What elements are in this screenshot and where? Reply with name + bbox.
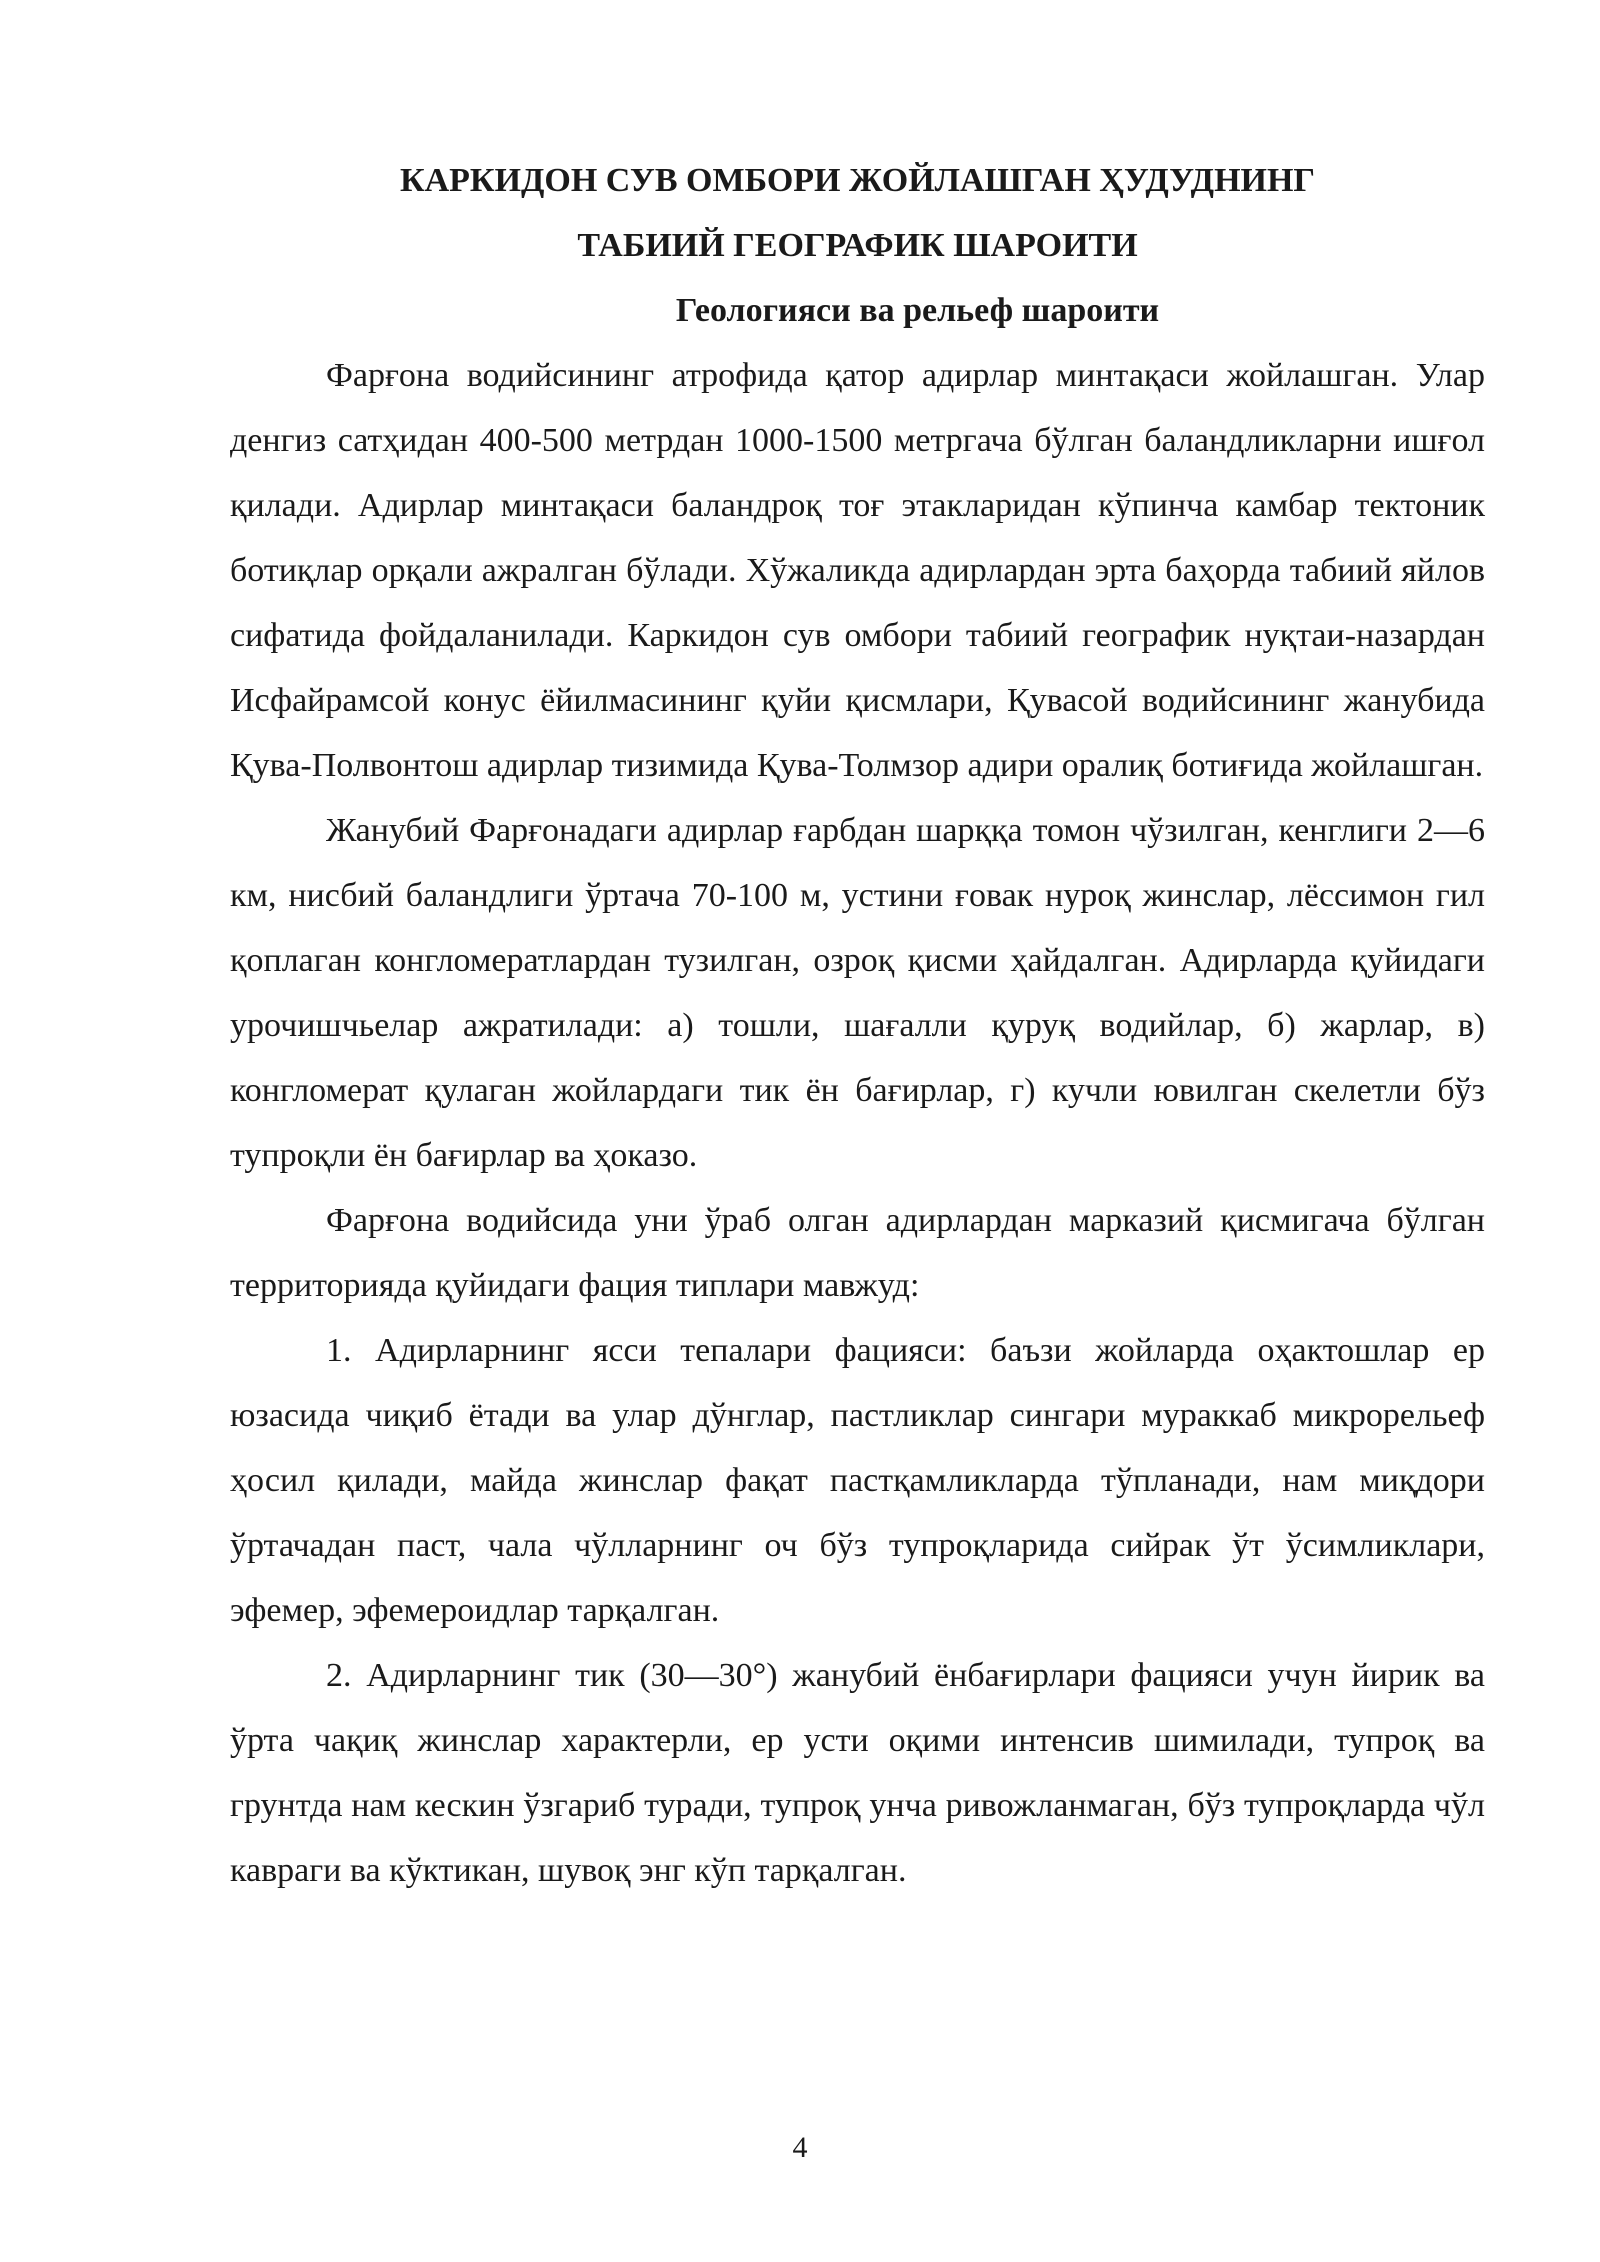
paragraph: Жанубий Фарғонадаги адирлар ғарбдан шарққа томон чўзилган, кенглиги 2—6 км, нисбий баландлиги ўртача 70-100 м, устини ғовак нуроқ жинслар, лёссимон гил қоплаган конгломератлардан тузилган, озроқ қисми ҳайдалган. Адирларда қуйидаги урочишчьелар ажратилади: а) тошли, шағалли қуруқ водийлар, б) жарлар, в) конгломерат қулаган жойлардаги тик ён бағирлар, г) кучли ювилган скелетли бўз тупроқли ён бағирлар ва ҳоказо. xyxy=(230,812,1485,1174)
page-content xyxy=(230,148,1485,1903)
page-number: 4 xyxy=(792,2131,808,2164)
paragraph: Фарғона водийсининг атрофида қатор адирлар минтақаси жойлашган. Улар денгиз сатҳидан 400-500 метрдан 1000-1500 метргача бўлган баландликларни ишғол қилади. Адирлар минтақаси баландроқ тоғ этакларидан кўпинча камбар тектоник ботиқлар орқали ажралган бўлади. Хўжаликда адирлардан эрта баҳорда табиий яйлов сифатида фойдаланилади. Каркидон сув омбори табиий географик нуқтаи-назардан Исфайрамсой конус ёйилмасининг қуйи қисмлари, Қувасой водийсининг жанубида Қува-Полвонтош адирлар тизимида Қува-Толмзор адири оралиқ ботиғида жойлашган. xyxy=(230,357,1485,784)
document-title-line-2: ТАБИИЙ ГЕОГРАФИК ШАРОИТИ xyxy=(577,227,1138,264)
section-heading: Геологияси ва рельеф шароити xyxy=(675,292,1160,329)
list-item-paragraph: 1. Адирларнинг ясси тепалари фацияси: баъзи жойларда оҳактошлар ер юзасида чиқиб ётади ва улар дўнглар, пастликлар сингари мураккаб микрорельеф ҳосил қилади, майда жинслар фақат пастқамликларда тўпланади, нам миқдори ўртачадан паст, чала чўлларнинг оч бўз тупроқларида сийрак ўт ўсимликлари, эфемер, эфемероидлар тарқалган. xyxy=(230,1332,1485,1629)
list-item-paragraph: 2. Адирларнинг тик (30—30°) жанубий ёнбағирлари фацияси учун йирик ва ўрта чақиқ жинслар характерли, ер усти оқими интенсив шимилади, тупроқ ва грунтда нам кескин ўзгариб туради, тупроқ унча ривожланмаган, бўз тупроқларда чўл кавраги ва кўктикан, шувоқ энг кўп тарқалган. xyxy=(230,1657,1485,1889)
document-title-line-1: КАРКИДОН СУВ ОМБОРИ ЖОЙЛАШГАН ҲУДУДНИНГ xyxy=(399,162,1316,199)
paragraph: Фарғона водийсида уни ўраб олган адирлардан марказий қисмигача бўлган территорияда қуйидаги фация типлари мавжуд: xyxy=(230,1202,1485,1304)
